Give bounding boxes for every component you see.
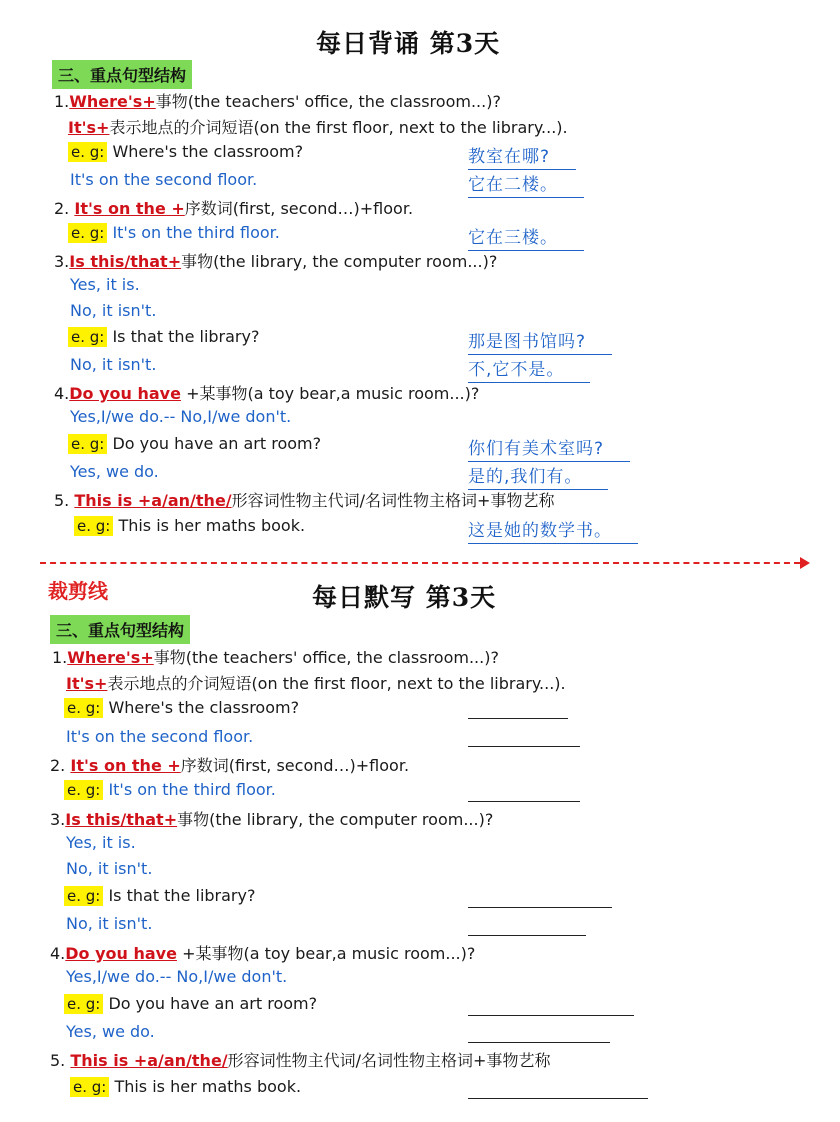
rule-keyword: It's on the + — [74, 199, 185, 218]
rule-number: 5. — [50, 1051, 66, 1070]
translation: 教室在哪? — [468, 142, 576, 170]
rule-number: 2. — [54, 199, 70, 218]
rule-1 — [54, 89, 501, 112]
rule-text: +某事物(a toy bear,a music room...)? — [182, 944, 476, 963]
eg-highlight: e. g: — [70, 1077, 109, 1097]
eg-highlight: e. g: — [68, 434, 107, 454]
rule-5 — [50, 1048, 550, 1071]
example-text: Is that the library? — [108, 886, 256, 905]
rule-keyword: It's+ — [68, 118, 110, 137]
answer-text: No, it isn't. — [70, 355, 157, 374]
section-heading: 三、重点句型结构 — [50, 615, 190, 644]
translation: 你们有美术室吗? — [468, 434, 630, 462]
rule-text: 事物(the library, the computer room...)? — [177, 810, 494, 829]
rule-number: 4. — [50, 944, 66, 963]
example-4 — [68, 434, 321, 453]
rule-keyword: This is +a/an/the/ — [70, 1051, 228, 1070]
rule-text: +某事物(a toy bear,a music room...)? — [186, 384, 480, 403]
translation: 它在三楼。 — [468, 223, 584, 251]
answer-blank[interactable] — [468, 1098, 648, 1099]
answer-yes-no: Yes,I/we do.-- No,I/we don't. — [70, 407, 292, 426]
rule-4 — [54, 381, 479, 404]
rule-keyword: It's+ — [66, 674, 108, 693]
rule-text: 事物(the teachers' office, the classroom...)? — [155, 92, 501, 111]
answer-no: No, it isn't. — [70, 301, 157, 320]
answer-blank[interactable] — [468, 801, 580, 802]
answer-yes: Yes, it is. — [66, 833, 136, 852]
answer-blank[interactable] — [468, 746, 580, 747]
eg-highlight: e. g: — [74, 516, 113, 536]
answer-yes-no: Yes,I/we do.-- No,I/we don't. — [66, 967, 288, 986]
rule-keyword: Where's+ — [69, 92, 156, 111]
rule-text: 形容词性物主代词/名词性物主格词+事物艺称 — [227, 1051, 551, 1070]
rule-keyword: Do you have — [69, 384, 181, 403]
rule-number: 3. — [54, 252, 70, 271]
rule-1b — [68, 115, 568, 138]
rule-number: 3. — [50, 810, 66, 829]
answer-yes: Yes, it is. — [70, 275, 140, 294]
rule-1 — [52, 645, 499, 668]
eg-highlight: e. g: — [64, 698, 103, 718]
example-text: Where's the classroom? — [108, 698, 300, 717]
answer-no: No, it isn't. — [66, 859, 153, 878]
rule-number: 2. — [50, 756, 66, 775]
translation: 这是她的数学书。 — [468, 516, 638, 544]
rule-1b — [66, 671, 566, 694]
page-title-dictation: 每日默写 第3天 — [312, 583, 497, 612]
example-text: It's on the third floor. — [108, 780, 276, 799]
answer-blank[interactable] — [468, 907, 612, 908]
example-text: Where's the classroom? — [112, 142, 304, 161]
answer-text: It's on the second floor. — [66, 727, 254, 746]
eg-highlight: e. g: — [64, 780, 103, 800]
cut-line — [40, 562, 800, 564]
rule-5 — [54, 488, 554, 511]
example-text: It's on the third floor. — [112, 223, 280, 242]
rule-3 — [54, 249, 497, 272]
answer-text: It's on the second floor. — [70, 170, 258, 189]
example-text: This is her maths book. — [114, 1077, 302, 1096]
eg-highlight: e. g: — [68, 142, 107, 162]
example-text: Do you have an art room? — [112, 434, 322, 453]
rule-text: 序数词(first, second…)+floor. — [184, 199, 414, 218]
answer-text: No, it isn't. — [66, 914, 153, 933]
translation: 是的,我们有。 — [468, 462, 608, 490]
example-3 — [68, 327, 259, 346]
rule-4 — [50, 941, 475, 964]
example-1 — [68, 142, 303, 161]
rule-2 — [54, 196, 413, 219]
example-text: Do you have an art room? — [108, 994, 318, 1013]
rule-keyword: Is this/that+ — [69, 252, 182, 271]
rule-3 — [50, 807, 493, 830]
translation: 它在二楼。 — [468, 170, 584, 198]
example-2 — [68, 223, 280, 242]
rule-text: 事物(the library, the computer room...)? — [181, 252, 498, 271]
answer-text: Yes, we do. — [66, 1022, 155, 1041]
example-3 — [64, 886, 255, 905]
answer-blank[interactable] — [468, 1015, 634, 1016]
rule-keyword: Where's+ — [67, 648, 154, 667]
section-heading: 三、重点句型结构 — [52, 60, 192, 89]
eg-highlight: e. g: — [68, 223, 107, 243]
arrow-right-icon — [800, 557, 810, 569]
translation: 那是图书馆吗? — [468, 327, 612, 355]
example-4 — [64, 994, 317, 1013]
rule-text: 序数词(first, second…)+floor. — [180, 756, 410, 775]
rule-number: 4. — [54, 384, 70, 403]
eg-highlight: e. g: — [64, 886, 103, 906]
page-title-recite: 每日背诵 第3天 — [316, 29, 501, 58]
eg-highlight: e. g: — [64, 994, 103, 1014]
answer-blank[interactable] — [468, 935, 586, 936]
answer-blank[interactable] — [468, 718, 568, 719]
translation: 不,它不是。 — [468, 355, 590, 383]
rule-2 — [50, 753, 409, 776]
rule-number: 5. — [54, 491, 70, 510]
cut-line-label: 裁剪线 — [48, 579, 108, 603]
answer-blank[interactable] — [468, 1042, 610, 1043]
rule-text: 表示地点的介词短语(on the first floor, next to the library...). — [107, 674, 566, 693]
example-1 — [64, 698, 299, 717]
rule-number: 1. — [54, 92, 70, 111]
rule-keyword: It's on the + — [70, 756, 181, 775]
rule-keyword: This is +a/an/the/ — [74, 491, 232, 510]
rule-text: 事物(the teachers' office, the classroom...)? — [153, 648, 499, 667]
rule-text: 表示地点的介词短语(on the first floor, next to the library...). — [109, 118, 568, 137]
rule-number: 1. — [52, 648, 68, 667]
example-text: This is her maths book. — [118, 516, 306, 535]
rule-text: 形容词性物主代词/名词性物主格词+事物艺称 — [231, 491, 555, 510]
rule-keyword: Do you have — [65, 944, 177, 963]
example-5 — [74, 516, 305, 535]
example-5 — [70, 1077, 301, 1096]
eg-highlight: e. g: — [68, 327, 107, 347]
example-2 — [64, 780, 276, 799]
answer-text: Yes, we do. — [70, 462, 159, 481]
example-text: Is that the library? — [112, 327, 260, 346]
rule-keyword: Is this/that+ — [65, 810, 178, 829]
